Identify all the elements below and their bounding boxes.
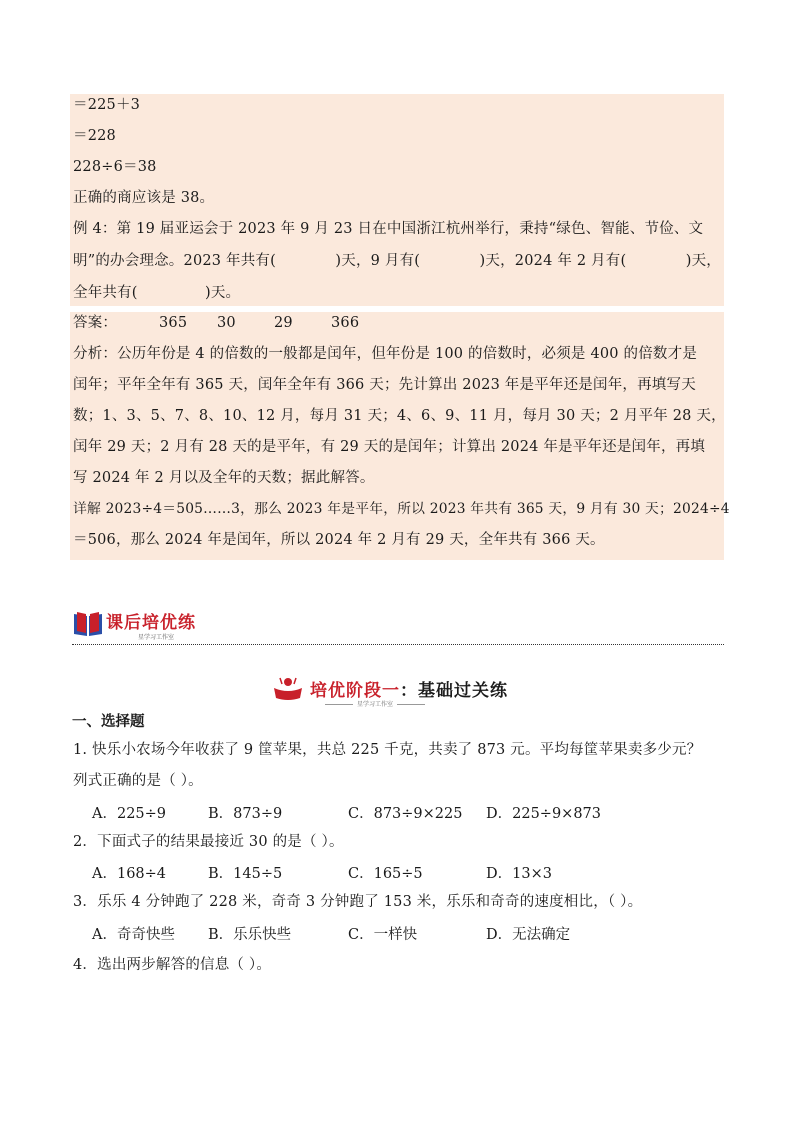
answer-value: 365: [159, 315, 188, 331]
answer-value: 366: [331, 315, 360, 331]
analysis-text: 写 2024 年 2 月以及全年的天数；据此解答。: [73, 470, 375, 486]
question-2-options: [92, 862, 552, 883]
question-3-options: [92, 923, 570, 944]
solution-line-1: ＝225＋3: [73, 97, 141, 113]
example4-text: 例 4：第 19 届亚运会于 2023 年 9 月 23 日在中国浙江杭州举行，秉持“绿色、智能、节俭、文: [73, 221, 704, 237]
option-c: C．一样快: [348, 927, 418, 943]
analysis-line: [73, 468, 375, 488]
question-4-line-1: 4．选出两步解答的信息（ ）。: [73, 957, 272, 973]
analysis-text: 闰年；平年全年有 365 天，闰年全年有 366 天；先计算出 2023 年是平年还是闰年，再填写天: [73, 377, 696, 393]
question-2-line-1: 2．下面式子的结果最接近 30 的是（ ）。: [73, 834, 344, 850]
example4-line2: [73, 251, 721, 271]
example4-blank-part1: 明”的办会理念。2023 年共有(: [73, 253, 276, 269]
example4-line3: 全年共有( )天。: [73, 285, 241, 301]
open-book-icon: [72, 608, 104, 638]
example4-line1: [73, 219, 721, 239]
question-1-options: [92, 802, 601, 823]
option-a: A．168÷4: [92, 866, 167, 882]
solution-line-3: 228÷6＝38: [73, 159, 157, 175]
detail-line: 详解 2023÷4＝505……3，那么 2023 年是平年，所以 2023 年共有 365 天，9 月有 30 天；2024÷4: [73, 501, 730, 517]
reading-figure-icon: [270, 676, 306, 702]
solution-conclusion: 正确的商应该是 38。: [73, 190, 215, 206]
banner-title: 课后培优练: [106, 613, 196, 633]
example4-blank-part2: )天，9 月有(: [335, 253, 421, 269]
analysis-line: [73, 344, 721, 364]
answer-line: [73, 313, 359, 333]
question-1-line-1: 1. 快乐小农场今年收获了 9 筐苹果，共总 225 千克，共卖了 873 元。平均每筐苹果卖多少元？: [73, 742, 702, 758]
stage-title: [310, 676, 508, 701]
answer-value: 29: [274, 315, 293, 331]
option-a: A．225÷9: [92, 806, 167, 822]
analysis-text: 闰年 29 天；2 月有 28 天的是平年，有 29 天的是闰年；计算出 2024 年是平年还是闰年，再填: [73, 439, 706, 455]
stage-title-red: 培优阶段一: [310, 681, 400, 701]
option-b: B．145÷5: [208, 866, 283, 882]
detail-line: ＝506，那么 2024 年是闰年，所以 2024 年 2 月有 29 天，全年共有 366 天。: [73, 532, 605, 548]
option-d: D．225÷9×873: [486, 806, 602, 822]
stage-subtitle: 星学习工作室: [310, 699, 440, 708]
answer-value: 30: [217, 315, 236, 331]
option-a: A．奇奇快些: [92, 927, 175, 943]
banner-subtitle: 星学习工作室: [138, 634, 175, 641]
example4-blank-part4: )天，: [685, 253, 721, 269]
section-divider: [72, 644, 724, 645]
stage-title-black: ：基础过关练: [400, 681, 508, 701]
example4-blank-part3: )天，2024 年 2 月有(: [479, 253, 627, 269]
solution-line-2: ＝228: [73, 128, 116, 144]
stage-heading: [270, 674, 570, 710]
question-3-line-1: 3．乐乐 4 分钟跑了 228 米，奇奇 3 分钟跑了 153 米，乐乐和奇奇的速度相比，（ ）。: [73, 894, 643, 910]
option-b: B．乐乐快些: [208, 927, 292, 943]
option-b: B．873÷9: [208, 806, 283, 822]
analysis-line: [73, 437, 721, 457]
option-c: C．165÷5: [348, 866, 423, 882]
analysis-text: 分析：公历年份是 4 的倍数的一般都是闰年，但年份是 100 的倍数时，必须是 400 的倍数才是: [73, 346, 698, 362]
section-title: 一、选择题: [72, 714, 145, 730]
analysis-text: 数；1、3、5、7、8、10、12 月，每月 31 天；4、6、9、11 月，每月 30 天；2 月平年 28 天，: [73, 408, 726, 424]
option-d: D．无法确定: [486, 927, 571, 943]
answer-label: 答案：: [73, 315, 118, 331]
analysis-line: [73, 406, 726, 426]
option-c: C．873÷9×225: [348, 806, 463, 822]
after-class-banner: [72, 608, 272, 640]
option-d: D．13×3: [486, 866, 552, 882]
question-1-line-2: 列式正确的是（ ）。: [73, 773, 203, 789]
analysis-line: [73, 375, 721, 395]
